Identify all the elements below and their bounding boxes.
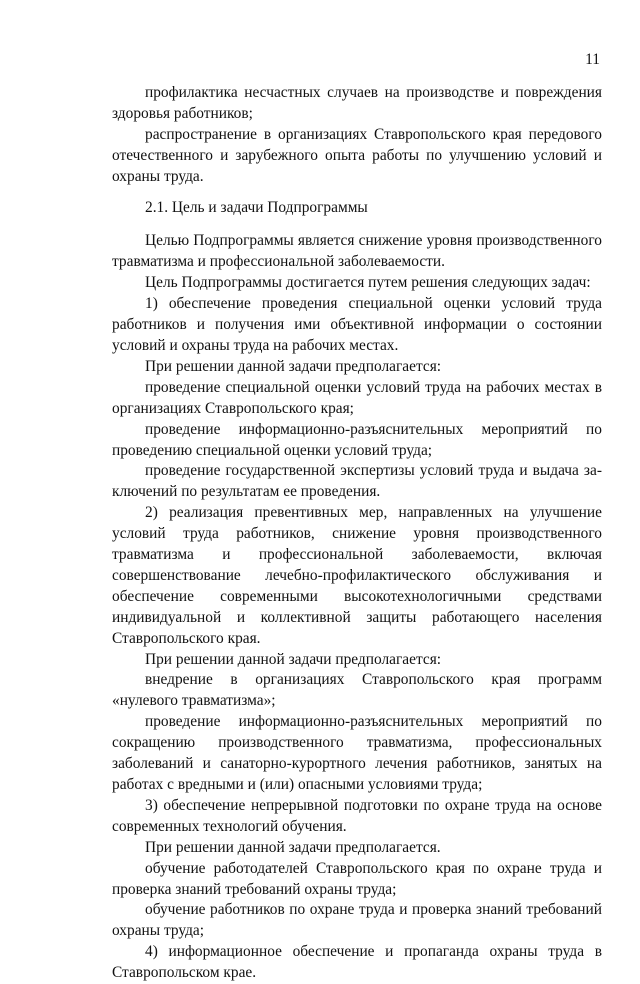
paragraph-task-2: 2) реализация превентивных мер, направленных на улучшение условий труда работников, снижение уровня производственного травматизма и профессиональной заболеваемости, включая совершенствование лечебно-профилактического обслуживания и обеспечение современными высокотехнологичными средствами индивидуальной и коллективной защиты работающего населения Ставропольского края. [112,504,602,647]
paragraph-goal-tasks-intro: Цель Подпрограммы достигается путем решения следующих задач: [145,274,591,292]
paragraph-task-2-item-1: внедрение в организациях Ставропольского края программ «нулевого травматизма»; [112,671,602,710]
paragraph-task-4: 4) информационное обеспечение и пропаганда охраны труда в Ставропольском крае. [112,943,602,982]
paragraph-task-2-item-2: проведение информационно-разъяснительных мероприятий по сокращению производственного травматизма, профессиональных заболеваний и санаторно-курортного лечения работников, занятых на работах с вредными и (или) опасными условиями труда; [112,713,602,793]
paragraph-task-1: 1) обеспечение проведения специальной оценки условий труда работников и получения ими объективной информации о состоянии условий и охраны труда на рабочих местах. [112,295,602,354]
paragraph-task-1-assumption: При решении данной задачи предполагается: [145,357,442,375]
page-number: 11 [585,51,600,68]
paragraph-goal: Целью Подпрограммы является снижение уровня производственного травматизма и профессиональной заболеваемости. [112,232,602,271]
paragraph-task-2-assumption: При решении данной задачи предполагается: [145,650,442,668]
document-body [112,83,602,984]
section-heading: 2.1. Цель и задачи Подпрограммы [145,198,368,216]
paragraph-task-1-item-2: проведение информационно-разъяснительных мероприятий по проведению специальной оценки условий труда; [112,420,602,459]
paragraph-task-3: 3) обеспечение непрерывной подготовки по охране труда на основе современных технологий обучения. [112,796,602,835]
paragraph-task-1-item-1: проведение специальной оценки условий труда на рабочих местах в организациях Ставропольского края; [112,378,602,417]
paragraph-top-1: профилактика несчастных случаев на производстве и повреждения здоровья работников; [112,84,602,122]
paragraph-top-2: распространение в организациях Ставропольского края передового отечественного и зарубежного опыта работы по улучшению условий и охраны труда. [112,125,602,185]
paragraph-task-1-item-3: проведение государственной экспертизы условий труда и выдача заключений по результатам ее проведения. [112,462,602,501]
paragraph-task-3-assumption: При решении данной задачи предполагается. [145,838,441,856]
paragraph-task-3-item-1: обучение работодателей Ставропольского края по охране труда и проверка знаний требований охраны труда; [112,859,602,898]
paragraph-task-3-item-2: обучение работников по охране труда и проверка знаний требований охраны труда; [112,901,602,940]
